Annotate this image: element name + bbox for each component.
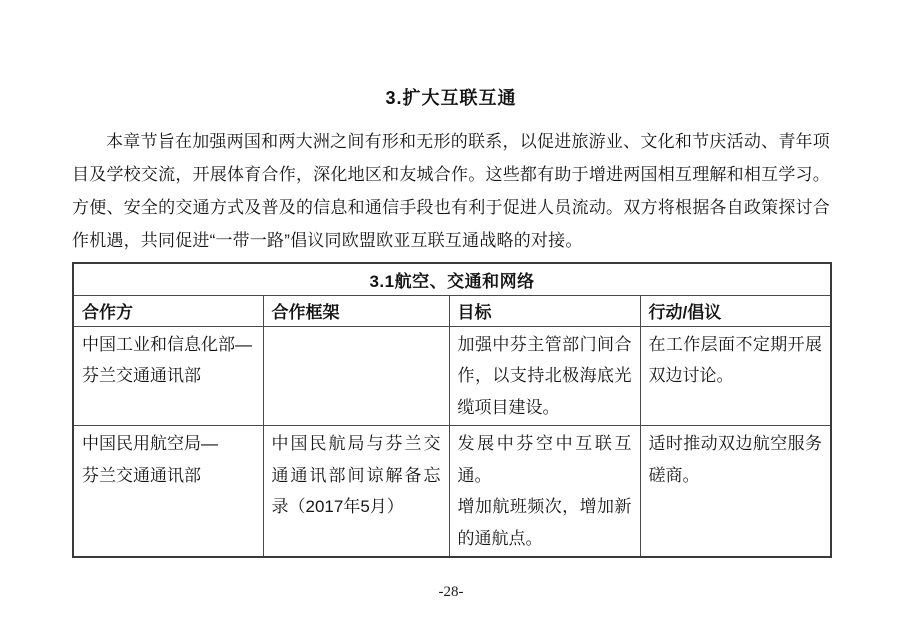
page-number: -28-	[438, 584, 464, 600]
table-cell	[640, 426, 831, 558]
section-paragraph: 本章节旨在加强两国和两大洲之间有形和无形的联系，以促进旅游业、文化和节庆活动、青年项目及学校交流，开展体育合作，深化地区和友城合作。这些都有助于增进两国相互理解和相互学习。方便、安全的交通方式及普及的信息和通信手段也有利于促进人员流动。双方将根据各自政策探讨合作机遇，共同促进“一带一路”倡议同欧盟欧亚互联互通战略的对接。	[72, 132, 830, 250]
table-title-row	[73, 263, 831, 295]
column-header-framework: 合作框架	[263, 295, 449, 326]
table-title: 3.1航空、交通和网络	[73, 263, 831, 295]
cell-paragraph: 中国工业和信息化部—	[82, 334, 252, 354]
table-cell	[73, 326, 263, 426]
table-cell	[73, 426, 263, 558]
table-row	[73, 426, 831, 558]
cell-paragraph: 适时推动双边航空服务磋商。	[648, 434, 823, 485]
column-header-party: 合作方	[73, 295, 263, 326]
table-cell	[449, 426, 640, 558]
cell-paragraph: 在工作层面不定期开展双边讨论。	[648, 334, 823, 385]
column-header-goal: 目标	[449, 295, 640, 326]
table-head-section	[73, 263, 831, 326]
cell-paragraph: 中国民用航空局—	[82, 434, 218, 453]
cooperation-table	[72, 262, 832, 558]
section-title: 3.扩大互联互通	[385, 88, 517, 108]
cell-paragraph: 芬兰交通通讯部	[82, 366, 201, 385]
table-row	[73, 326, 831, 426]
cell-paragraph: 发展中芬空中互联互通。	[457, 434, 632, 485]
cell-paragraph: 加强中芬主管部门间合作，以支持北极海底光缆项目建设。	[457, 334, 632, 417]
cell-paragraph: 中国民航局与芬兰交通通讯部间谅解备忘录（2017年5月）	[271, 434, 441, 516]
table-header-row	[73, 295, 831, 326]
table-cell	[640, 326, 831, 426]
column-header-action: 行动/倡议	[640, 295, 831, 326]
table-cell	[263, 326, 449, 426]
table-cell	[263, 426, 449, 558]
page-content	[72, 84, 830, 601]
table-body	[73, 326, 831, 557]
table-cell	[449, 326, 640, 426]
cell-paragraph: 增加航班频次，增加新的通航点。	[457, 497, 632, 548]
cell-paragraph: 芬兰交通通讯部	[82, 465, 201, 485]
